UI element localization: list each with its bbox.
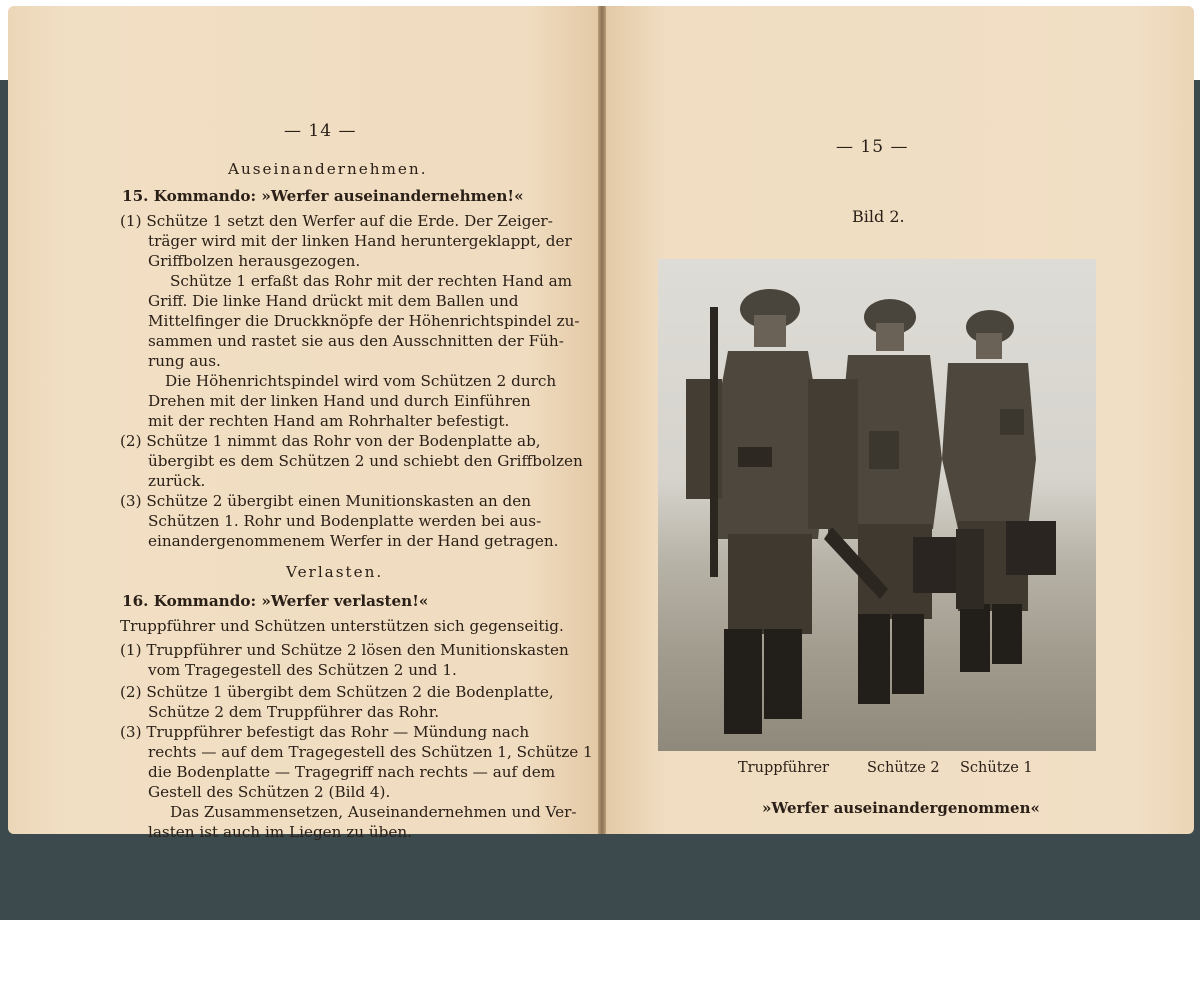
left-page-number: — 14 — (284, 121, 357, 141)
text-line: Schützen 1. Rohr und Bodenplatte werden bei aus- (148, 512, 542, 530)
book-gutter (598, 6, 606, 834)
text-line: (1) Truppführer und Schütze 2 lösen den Munitionskasten (120, 641, 569, 659)
text-line: (1) Schütze 1 setzt den Werfer auf die Erde. Der Zeiger- (120, 212, 553, 230)
text-line: Schütze 2 dem Truppführer das Rohr. (148, 703, 440, 721)
text-line: einandergenommenem Werfer in der Hand getragen. (148, 532, 559, 550)
soldiers-photograph (658, 259, 1096, 751)
caption-schuetze-2: Schütze 2 (867, 760, 940, 776)
text-line: Das Zusammensetzen, Auseinandernehmen und Ver- (170, 803, 577, 821)
section-heading-auseinandernehmen: Auseinandernehmen. (228, 160, 428, 178)
text-line: rung aus. (148, 352, 221, 370)
text-line: träger wird mit der linken Hand heruntergeklappt, der (148, 232, 572, 250)
text-line: (3) Truppführer befestigt das Rohr — Mündung nach (120, 723, 530, 741)
text-line: Gestell des Schützen 2 (Bild 4). (148, 783, 391, 801)
text-line: zurück. (148, 472, 206, 490)
text-line: (3) Schütze 2 übergibt einen Munitionskasten an den (120, 492, 531, 510)
right-page-number: — 15 — (836, 137, 909, 157)
figure-label: Bild 2. (852, 207, 905, 226)
figure-caption-title: »Werfer auseinandergenommen« (762, 799, 1040, 817)
caption-schuetze-1: Schütze 1 (960, 760, 1033, 776)
text-line: lasten ist auch im Liegen zu üben. (148, 823, 412, 841)
text-line: (2) Schütze 1 übergibt dem Schützen 2 die Bodenplatte, (120, 683, 554, 701)
section-heading-verlasten: Verlasten. (286, 563, 384, 581)
text-line: Drehen mit der linken Hand und durch Einführen (148, 392, 531, 410)
text-line: Griffbolzen herausgezogen. (148, 252, 361, 270)
text-line: mit der rechten Hand am Rohrhalter befestigt. (148, 412, 510, 430)
text-line: die Bodenplatte — Tragegriff nach rechts — auf dem (148, 763, 556, 781)
text-line: 16. Kommando: »Werfer verlasten!« (122, 592, 429, 610)
caption-truppfuehrer: Truppführer (738, 760, 829, 776)
text-line: vom Tragegestell des Schützen 2 und 1. (148, 661, 457, 679)
text-line: rechts — auf dem Tragegestell des Schützen 1, Schütze 1 (148, 743, 593, 761)
text-line: Truppführer und Schützen unterstützen sich gegenseitig. (120, 617, 564, 635)
text-line: übergibt es dem Schützen 2 und schiebt den Griffbolzen (148, 452, 583, 470)
soldiers-photograph-illustration (658, 259, 1096, 751)
text-line: Die Höhenrichtspindel wird vom Schützen 2 durch (165, 372, 557, 390)
text-line: 15. Kommando: »Werfer auseinandernehmen!« (122, 187, 524, 205)
text-line: Mittelfinger die Druckknöpfe der Höhenrichtspindel zu- (148, 312, 580, 330)
text-line: (2) Schütze 1 nimmt das Rohr von der Bodenplatte ab, (120, 432, 541, 450)
text-line: sammen und rastet sie aus den Ausschnitten der Füh- (148, 332, 564, 350)
text-line: Griff. Die linke Hand drückt mit dem Ballen und (148, 292, 519, 310)
text-line: Schütze 1 erfaßt das Rohr mit der rechten Hand am (170, 272, 573, 290)
